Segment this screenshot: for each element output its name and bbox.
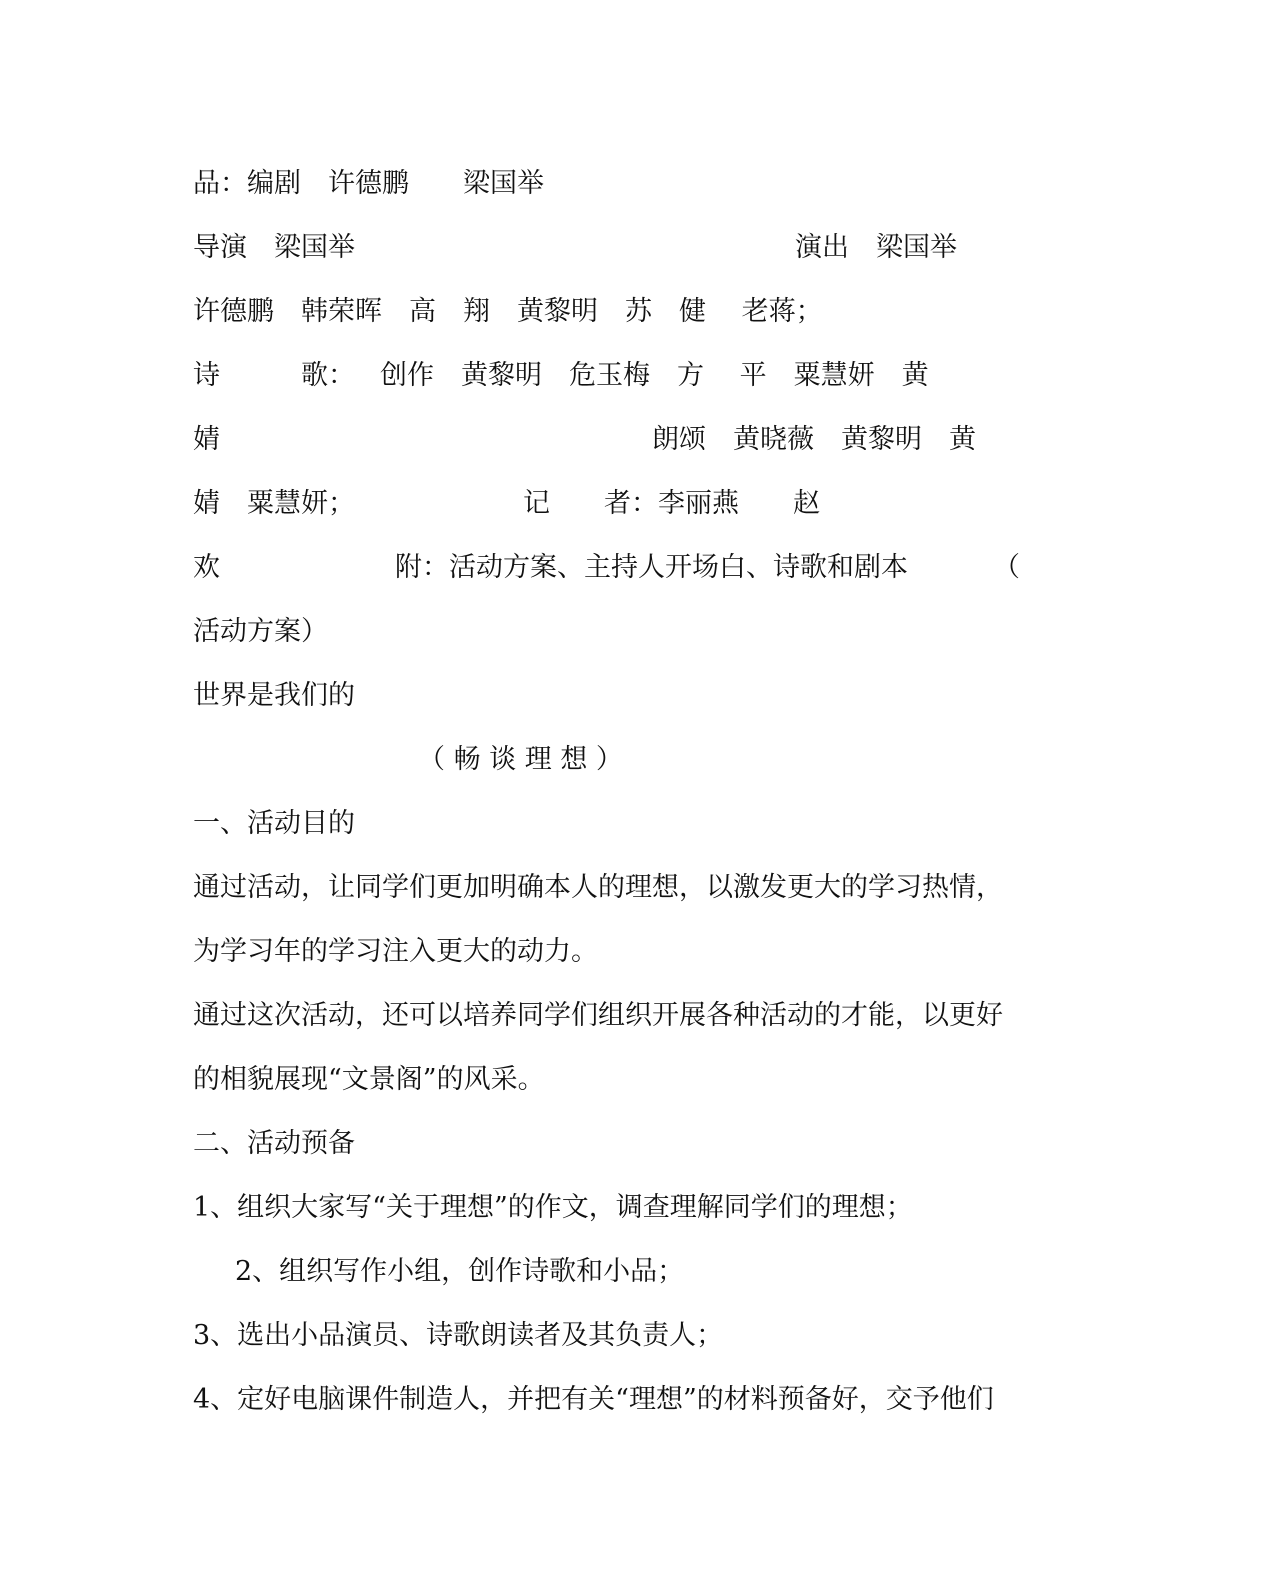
list-item: 3、选出小品演员、诗歌朗读者及其负责人； bbox=[193, 1320, 724, 1351]
credits-line-director: 导演 梁国举 bbox=[193, 232, 355, 263]
document-subtitle: （ 畅 谈 理 想 ） bbox=[418, 744, 623, 775]
section-heading-purpose: 一、活动目的 bbox=[193, 808, 355, 839]
list-item: 2、组织写作小组，创作诗歌和小品； bbox=[235, 1256, 685, 1287]
paragraph-line: 通过这次活动，还可以培养同学们组织开展各种活动的才能，以更好 bbox=[193, 1000, 1003, 1031]
credits-line-poem-authors: 创作 黄黎明 危玉梅 方 平 粟慧妍 黄 bbox=[380, 360, 929, 391]
appendix-paren-open: （ bbox=[993, 552, 1020, 583]
credits-line-recitation-end: 婧 粟慧妍； bbox=[193, 488, 355, 519]
paragraph-line: 的相貌展现“文景阁”的风采。 bbox=[193, 1064, 545, 1095]
credits-line-poem-author-end: 婧 bbox=[193, 424, 220, 455]
section-heading-preparation: 二、活动预备 bbox=[193, 1128, 355, 1159]
credits-line-performers-label: 演出 梁国举 bbox=[795, 232, 957, 263]
credits-line-sketch: 品：编剧 许德鹏 梁国举 bbox=[193, 168, 544, 199]
credits-line-recitation: 朗颂 黄晓薇 黄黎明 黄 bbox=[652, 424, 976, 455]
credits-line-reporters: 记 者：李丽燕 赵 bbox=[523, 488, 820, 519]
list-item: 1、组织大家写“关于理想”的作文，调查理解同学们的理想； bbox=[193, 1192, 913, 1223]
activity-plan-heading: 活动方案） bbox=[193, 616, 328, 647]
document-title: 世界是我们的 bbox=[193, 680, 355, 711]
paragraph-line: 通过活动，让同学们更加明确本人的理想，以激发更大的学习热情， bbox=[193, 872, 1003, 903]
credits-line-performers: 许德鹏 韩荣晖 高 翔 黄黎明 苏 健 老蒋； bbox=[193, 296, 823, 327]
credits-line-reporter-end: 欢 bbox=[193, 552, 220, 583]
credits-line-poem-label: 诗 歌： bbox=[193, 360, 355, 391]
paragraph-line: 为学习年的学习注入更大的动力。 bbox=[193, 936, 598, 967]
appendix-line: 附：活动方案、主持人开场白、诗歌和剧本 bbox=[395, 552, 908, 583]
list-item: 4、定好电脑课件制造人，并把有关“理想”的材料预备好，交予他们 bbox=[193, 1384, 994, 1415]
